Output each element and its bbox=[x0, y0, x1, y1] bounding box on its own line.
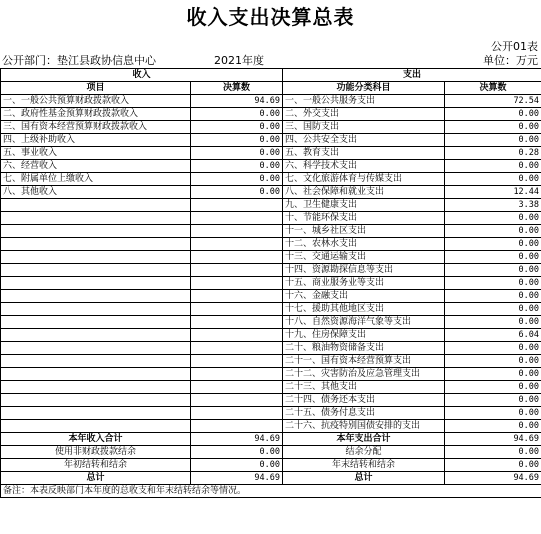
income-item-label bbox=[1, 303, 191, 316]
expense-item-label: 七、文化旅游体育与传媒支出 bbox=[283, 173, 445, 186]
income-item-value bbox=[191, 264, 283, 277]
income-item-value: 0.00 bbox=[191, 108, 283, 121]
table-row bbox=[1, 420, 541, 433]
table-row bbox=[1, 290, 541, 303]
income-item-value: 0.00 bbox=[191, 186, 283, 199]
expense-item-value: 0.00 bbox=[445, 303, 541, 316]
income-item-label bbox=[1, 407, 191, 420]
amount2-column-header: 决算数 bbox=[445, 82, 541, 95]
income-item-value bbox=[191, 407, 283, 420]
table-row bbox=[1, 186, 541, 199]
income-item-label bbox=[1, 290, 191, 303]
income-item-label bbox=[1, 316, 191, 329]
income-item-label bbox=[1, 225, 191, 238]
expense-item-label: 六、科学技术支出 bbox=[283, 160, 445, 173]
table-title: 收入支出决算总表 bbox=[186, 5, 355, 29]
total-row bbox=[1, 472, 541, 485]
note-row bbox=[1, 485, 541, 498]
income-item-label bbox=[1, 355, 191, 368]
income-item-label bbox=[1, 381, 191, 394]
expense-item-label: 五、教育支出 bbox=[283, 147, 445, 160]
expense-item-value: 0.00 bbox=[445, 251, 541, 264]
column-header-row bbox=[1, 82, 541, 95]
expense-item-label: 二十、粮油物资储备支出 bbox=[283, 342, 445, 355]
table-row bbox=[1, 329, 541, 342]
table-row bbox=[1, 277, 541, 290]
expense-item-label: 二十六、抗疫特别国债安排的支出 bbox=[283, 420, 445, 433]
income-item-value bbox=[191, 290, 283, 303]
total-expense-label: 本年支出合计 bbox=[283, 433, 445, 446]
expense-item-label: 十二、农林水支出 bbox=[283, 238, 445, 251]
expense-item-value: 0.00 bbox=[445, 238, 541, 251]
table-row bbox=[1, 173, 541, 186]
income-item-value: 0.00 bbox=[191, 134, 283, 147]
income-item-value bbox=[191, 368, 283, 381]
income-item-value: 0.00 bbox=[191, 173, 283, 186]
table-row bbox=[1, 264, 541, 277]
amount-column-header: 决算数 bbox=[191, 82, 283, 95]
income-section-header: 收入 bbox=[1, 69, 283, 82]
income-item-label: 二、政府性基金预算财政拨款收入 bbox=[1, 108, 191, 121]
table-row bbox=[1, 316, 541, 329]
total-expense-value: 0.00 bbox=[445, 446, 541, 459]
meta-row bbox=[0, 53, 541, 68]
table-row bbox=[1, 212, 541, 225]
income-item-label: 三、国有资本经营预算财政拨款收入 bbox=[1, 121, 191, 134]
income-item-value: 0.00 bbox=[191, 147, 283, 160]
expense-item-value: 0.00 bbox=[445, 212, 541, 225]
income-item-value: 0.00 bbox=[191, 160, 283, 173]
expense-section-header: 支出 bbox=[283, 69, 541, 82]
expense-item-label: 二十二、灾害防治及应急管理支出 bbox=[283, 368, 445, 381]
total-income-value: 94.69 bbox=[191, 472, 283, 485]
income-item-label bbox=[1, 251, 191, 264]
income-item-label bbox=[1, 394, 191, 407]
total-expense-label: 年末结转和结余 bbox=[283, 459, 445, 472]
expense-item-value: 0.28 bbox=[445, 147, 541, 160]
table-row bbox=[1, 147, 541, 160]
expense-item-value: 0.00 bbox=[445, 277, 541, 290]
income-item-value bbox=[191, 199, 283, 212]
income-item-value bbox=[191, 381, 283, 394]
income-item-value bbox=[191, 225, 283, 238]
table-row bbox=[1, 238, 541, 251]
expense-item-value: 0.00 bbox=[445, 368, 541, 381]
income-item-label: 八、其他收入 bbox=[1, 186, 191, 199]
table-row bbox=[1, 368, 541, 381]
table-row bbox=[1, 407, 541, 420]
function-item-column-header: 功能分类科目 bbox=[283, 82, 445, 95]
expense-item-label: 二十五、债务付息支出 bbox=[283, 407, 445, 420]
footnote: 备注：本表反映部门本年度的总收支和年末结转结余等情况。 bbox=[1, 485, 541, 498]
table-row bbox=[1, 303, 541, 316]
expense-item-label: 十四、资源勘探信息等支出 bbox=[283, 264, 445, 277]
expense-item-value: 0.00 bbox=[445, 407, 541, 420]
expense-item-label: 八、社会保障和就业支出 bbox=[283, 186, 445, 199]
total-expense-value: 94.69 bbox=[445, 472, 541, 485]
expense-item-label: 四、公共安全支出 bbox=[283, 134, 445, 147]
table-row bbox=[1, 121, 541, 134]
expense-item-label: 二十四、债务还本支出 bbox=[283, 394, 445, 407]
expense-item-label: 二十一、国有资本经营预算支出 bbox=[283, 355, 445, 368]
expense-item-value: 0.00 bbox=[445, 173, 541, 186]
income-item-label: 六、经营收入 bbox=[1, 160, 191, 173]
table-row bbox=[1, 225, 541, 238]
income-item-label bbox=[1, 420, 191, 433]
income-item-value: 0.00 bbox=[191, 121, 283, 134]
income-item-value bbox=[191, 303, 283, 316]
total-expense-value: 94.69 bbox=[445, 433, 541, 446]
expense-item-label: 二十三、其他支出 bbox=[283, 381, 445, 394]
total-expense-label: 结余分配 bbox=[283, 446, 445, 459]
expense-item-label: 三、国防支出 bbox=[283, 121, 445, 134]
expense-item-label: 十五、商业服务业等支出 bbox=[283, 277, 445, 290]
expense-item-label: 十九、住房保障支出 bbox=[283, 329, 445, 342]
total-row bbox=[1, 446, 541, 459]
expense-item-value: 0.00 bbox=[445, 316, 541, 329]
total-income-value: 0.00 bbox=[191, 446, 283, 459]
expense-item-label: 一、一般公共服务支出 bbox=[283, 95, 445, 108]
budget-table bbox=[0, 68, 541, 498]
table-row bbox=[1, 251, 541, 264]
item-column-header: 项目 bbox=[1, 82, 191, 95]
total-income-label: 总计 bbox=[1, 472, 191, 485]
total-row bbox=[1, 433, 541, 446]
income-item-label bbox=[1, 277, 191, 290]
table-row bbox=[1, 355, 541, 368]
expense-item-value: 0.00 bbox=[445, 264, 541, 277]
expense-item-value: 0.00 bbox=[445, 108, 541, 121]
expense-item-label: 二、外交支出 bbox=[283, 108, 445, 121]
income-item-label bbox=[1, 212, 191, 225]
income-item-label bbox=[1, 199, 191, 212]
expense-item-value: 3.38 bbox=[445, 199, 541, 212]
income-item-label: 一、一般公共预算财政拨款收入 bbox=[1, 95, 191, 108]
expense-item-label: 十一、城乡社区支出 bbox=[283, 225, 445, 238]
total-income-label: 使用非财政拨款结余 bbox=[1, 446, 191, 459]
income-item-label: 四、上级补助收入 bbox=[1, 134, 191, 147]
income-item-value bbox=[191, 238, 283, 251]
expense-item-value: 0.00 bbox=[445, 290, 541, 303]
expense-item-value: 72.54 bbox=[445, 95, 541, 108]
income-item-value bbox=[191, 251, 283, 264]
total-expense-label: 总计 bbox=[283, 472, 445, 485]
income-item-value bbox=[191, 342, 283, 355]
income-item-value: 94.69 bbox=[191, 95, 283, 108]
expense-item-value: 0.00 bbox=[445, 160, 541, 173]
expense-item-value: 0.00 bbox=[445, 225, 541, 238]
expense-item-value: 0.00 bbox=[445, 420, 541, 433]
unit-label: 单位：万元 bbox=[483, 54, 538, 67]
budget-table-body bbox=[1, 69, 541, 498]
expense-item-value: 0.00 bbox=[445, 134, 541, 147]
total-income-label: 年初结转和结余 bbox=[1, 459, 191, 472]
total-income-value: 0.00 bbox=[191, 459, 283, 472]
fiscal-year: 2021年度 bbox=[214, 54, 264, 67]
expense-item-value: 12.44 bbox=[445, 186, 541, 199]
section-header-row bbox=[1, 69, 541, 82]
income-item-label bbox=[1, 368, 191, 381]
total-income-label: 本年收入合计 bbox=[1, 433, 191, 446]
expense-item-label: 十三、交通运输支出 bbox=[283, 251, 445, 264]
expense-item-value: 0.00 bbox=[445, 394, 541, 407]
expense-item-value: 0.00 bbox=[445, 121, 541, 134]
income-item-value bbox=[191, 277, 283, 290]
income-item-label bbox=[1, 238, 191, 251]
table-row bbox=[1, 199, 541, 212]
expense-item-label: 十八、自然资源海洋气象等支出 bbox=[283, 316, 445, 329]
income-item-value bbox=[191, 316, 283, 329]
expense-item-value: 0.00 bbox=[445, 381, 541, 394]
income-item-value bbox=[191, 329, 283, 342]
table-row bbox=[1, 134, 541, 147]
table-row bbox=[1, 108, 541, 121]
expense-item-value: 0.00 bbox=[445, 342, 541, 355]
department-label: 公开部门：垫江县政协信息中心 bbox=[2, 54, 156, 67]
income-item-value bbox=[191, 420, 283, 433]
table-row bbox=[1, 95, 541, 108]
expense-item-value: 0.00 bbox=[445, 355, 541, 368]
income-item-value bbox=[191, 394, 283, 407]
form-number: 公开01表 bbox=[491, 40, 538, 53]
table-row bbox=[1, 160, 541, 173]
income-item-label: 五、事业收入 bbox=[1, 147, 191, 160]
income-item-label bbox=[1, 329, 191, 342]
expense-item-label: 九、卫生健康支出 bbox=[283, 199, 445, 212]
income-item-label bbox=[1, 264, 191, 277]
expense-item-value: 6.04 bbox=[445, 329, 541, 342]
income-item-label: 七、附属单位上缴收入 bbox=[1, 173, 191, 186]
total-income-value: 94.69 bbox=[191, 433, 283, 446]
expense-item-label: 十、节能环保支出 bbox=[283, 212, 445, 225]
table-row bbox=[1, 342, 541, 355]
expense-item-label: 十七、援助其他地区支出 bbox=[283, 303, 445, 316]
table-row bbox=[1, 394, 541, 407]
expense-item-label: 十六、金融支出 bbox=[283, 290, 445, 303]
table-row bbox=[1, 381, 541, 394]
income-item-label bbox=[1, 342, 191, 355]
income-item-value bbox=[191, 212, 283, 225]
total-row bbox=[1, 459, 541, 472]
income-item-value bbox=[191, 355, 283, 368]
total-expense-value: 0.00 bbox=[445, 459, 541, 472]
